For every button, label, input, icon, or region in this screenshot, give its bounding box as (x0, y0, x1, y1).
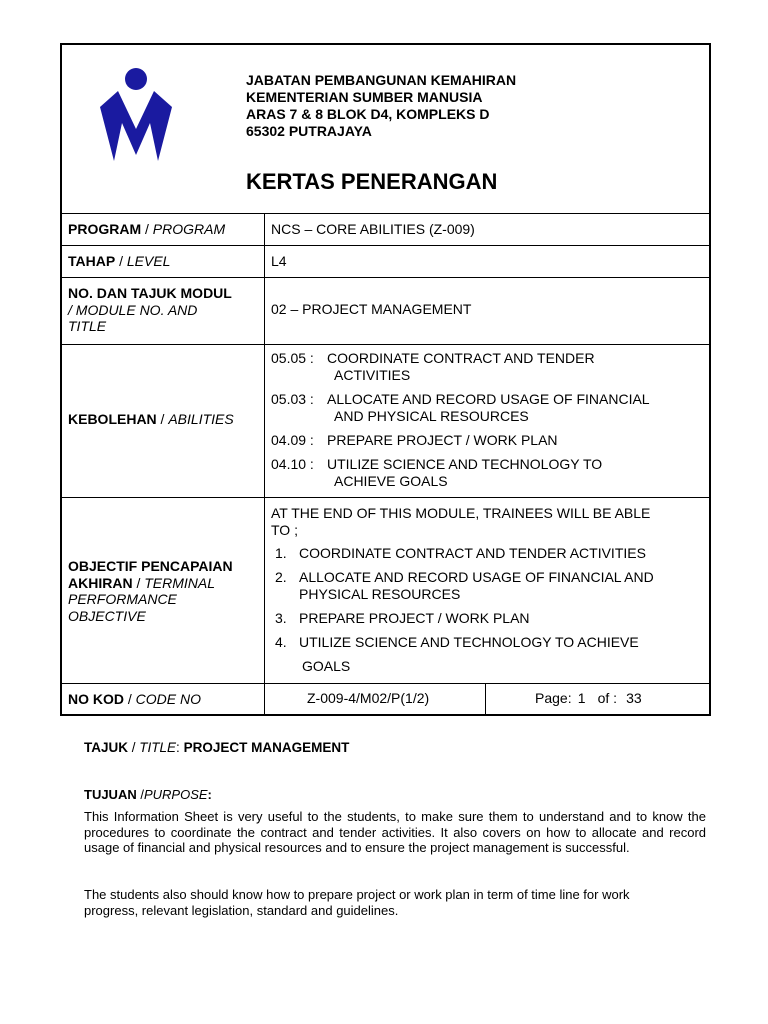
table-column-divider (264, 213, 265, 716)
org-line: KEMENTERIAN SUMBER MANUSIA (246, 89, 483, 105)
objective-intro: AT THE END OF THIS MODULE, TRAINEES WILL BE ABLE TO ; (271, 505, 651, 538)
table-divider (62, 213, 709, 214)
document-header-table: JABATAN PEMBANGUNAN KEMAHIRAN KEMENTERIAN SUMBER MANUSIA ARAS 7 & 8 BLOK D4, KOMPLEKS D 65302 PUTRAJAYA KERTAS PENERANGAN PROGRAM / PROGRAM NCS – CORE ABILITIES (Z-009) TAHAP / LEVEL L4 NO. DAN TAJUK MODUL / MODULE NO. AND TITLE 02 – PROJECT MANAGEMENT KEBOLEHAN / ABILITIES 05.05 : COORDINATE CONTRACT AND TENDER ACTIVITIES 05.03 : ALLOCATE AND RECORD USAGE OF FINANCIAL AND PHYSICAL RESOURCES 04.09 : PREPARE PROJECT / WORK PLAN 04.10 : UTILIZE SCIENCE AND TECHNOLOGY TO ACHIEVE GOALS OBJECTIF PENCAPAIAN AKHIRAN / TERMINAL PERFORMANCE OBJECTIVE AT THE END OF THIS MODULE, TRAINEES WILL BE ABLE TO ; 1. COORDINATE CONTRACT AND TENDER ACTIVITIES 2. ALLOCATE AND RECORD USAGE OF FINANCIAL AND PHYSICAL RESOURCES 3. PREPARE PROJECT / WORK PLAN 4. UTILIZE SCIENCE AND TECHNOLOGY TO ACHIEVE GOALS NO KOD / CODE NO Z-009-4/M02/P(1/2) Page: 1 of : 33 (60, 43, 711, 716)
org-line: 65302 PUTRAJAYA (246, 123, 372, 139)
org-line: JABATAN PEMBANGUNAN KEMAHIRAN (246, 72, 517, 88)
document-title: KERTAS PENERANGAN (246, 169, 498, 194)
purpose-paragraph-2: The students also should know how to prepare project or work plan in term of time line for work progress, relevant legislation, standard and guidelines. (84, 887, 630, 918)
purpose-paragraph: This Information Sheet is very useful to the students, to make sure them to understand and to know the procedures to coordinate the contract and tender activities. It also covers on how to allocate and record usage of financial and physical resources and to ensure the project management is successful. (84, 809, 706, 855)
table-divider (62, 683, 709, 684)
code-value: Z-009-4/M02/P(1/2) (307, 690, 430, 706)
table-divider (62, 497, 709, 498)
level-label: TAHAP / LEVEL (68, 253, 171, 269)
objective-label: OBJECTIF PENCAPAIAN AKHIRAN / TERMINAL PERFORMANCE OBJECTIVE (68, 558, 233, 624)
module-label: NO. DAN TAJUK MODUL / MODULE NO. AND TITLE (68, 285, 232, 334)
module-value: 02 – PROJECT MANAGEMENT (271, 301, 472, 317)
level-value: L4 (271, 253, 287, 269)
table-divider (62, 344, 709, 345)
purpose-heading: TUJUAN /PURPOSE: (84, 787, 212, 802)
page-indicator: Page: 1 of : 33 (535, 690, 642, 706)
document-title-line: TAJUK / TITLE: PROJECT MANAGEMENT (84, 740, 350, 755)
program-value: NCS – CORE ABILITIES (Z-009) (271, 221, 475, 237)
org-line: ARAS 7 & 8 BLOK D4, KOMPLEKS D (246, 106, 490, 122)
table-divider (62, 245, 709, 246)
ministry-logo-icon (100, 67, 172, 161)
abilities-label: KEBOLEHAN / ABILITIES (68, 411, 234, 427)
code-label: NO KOD / CODE NO (68, 691, 202, 707)
table-column-divider (485, 683, 486, 716)
table-divider (62, 277, 709, 278)
program-label: PROGRAM / PROGRAM (68, 221, 226, 237)
organization-address (246, 72, 516, 140)
